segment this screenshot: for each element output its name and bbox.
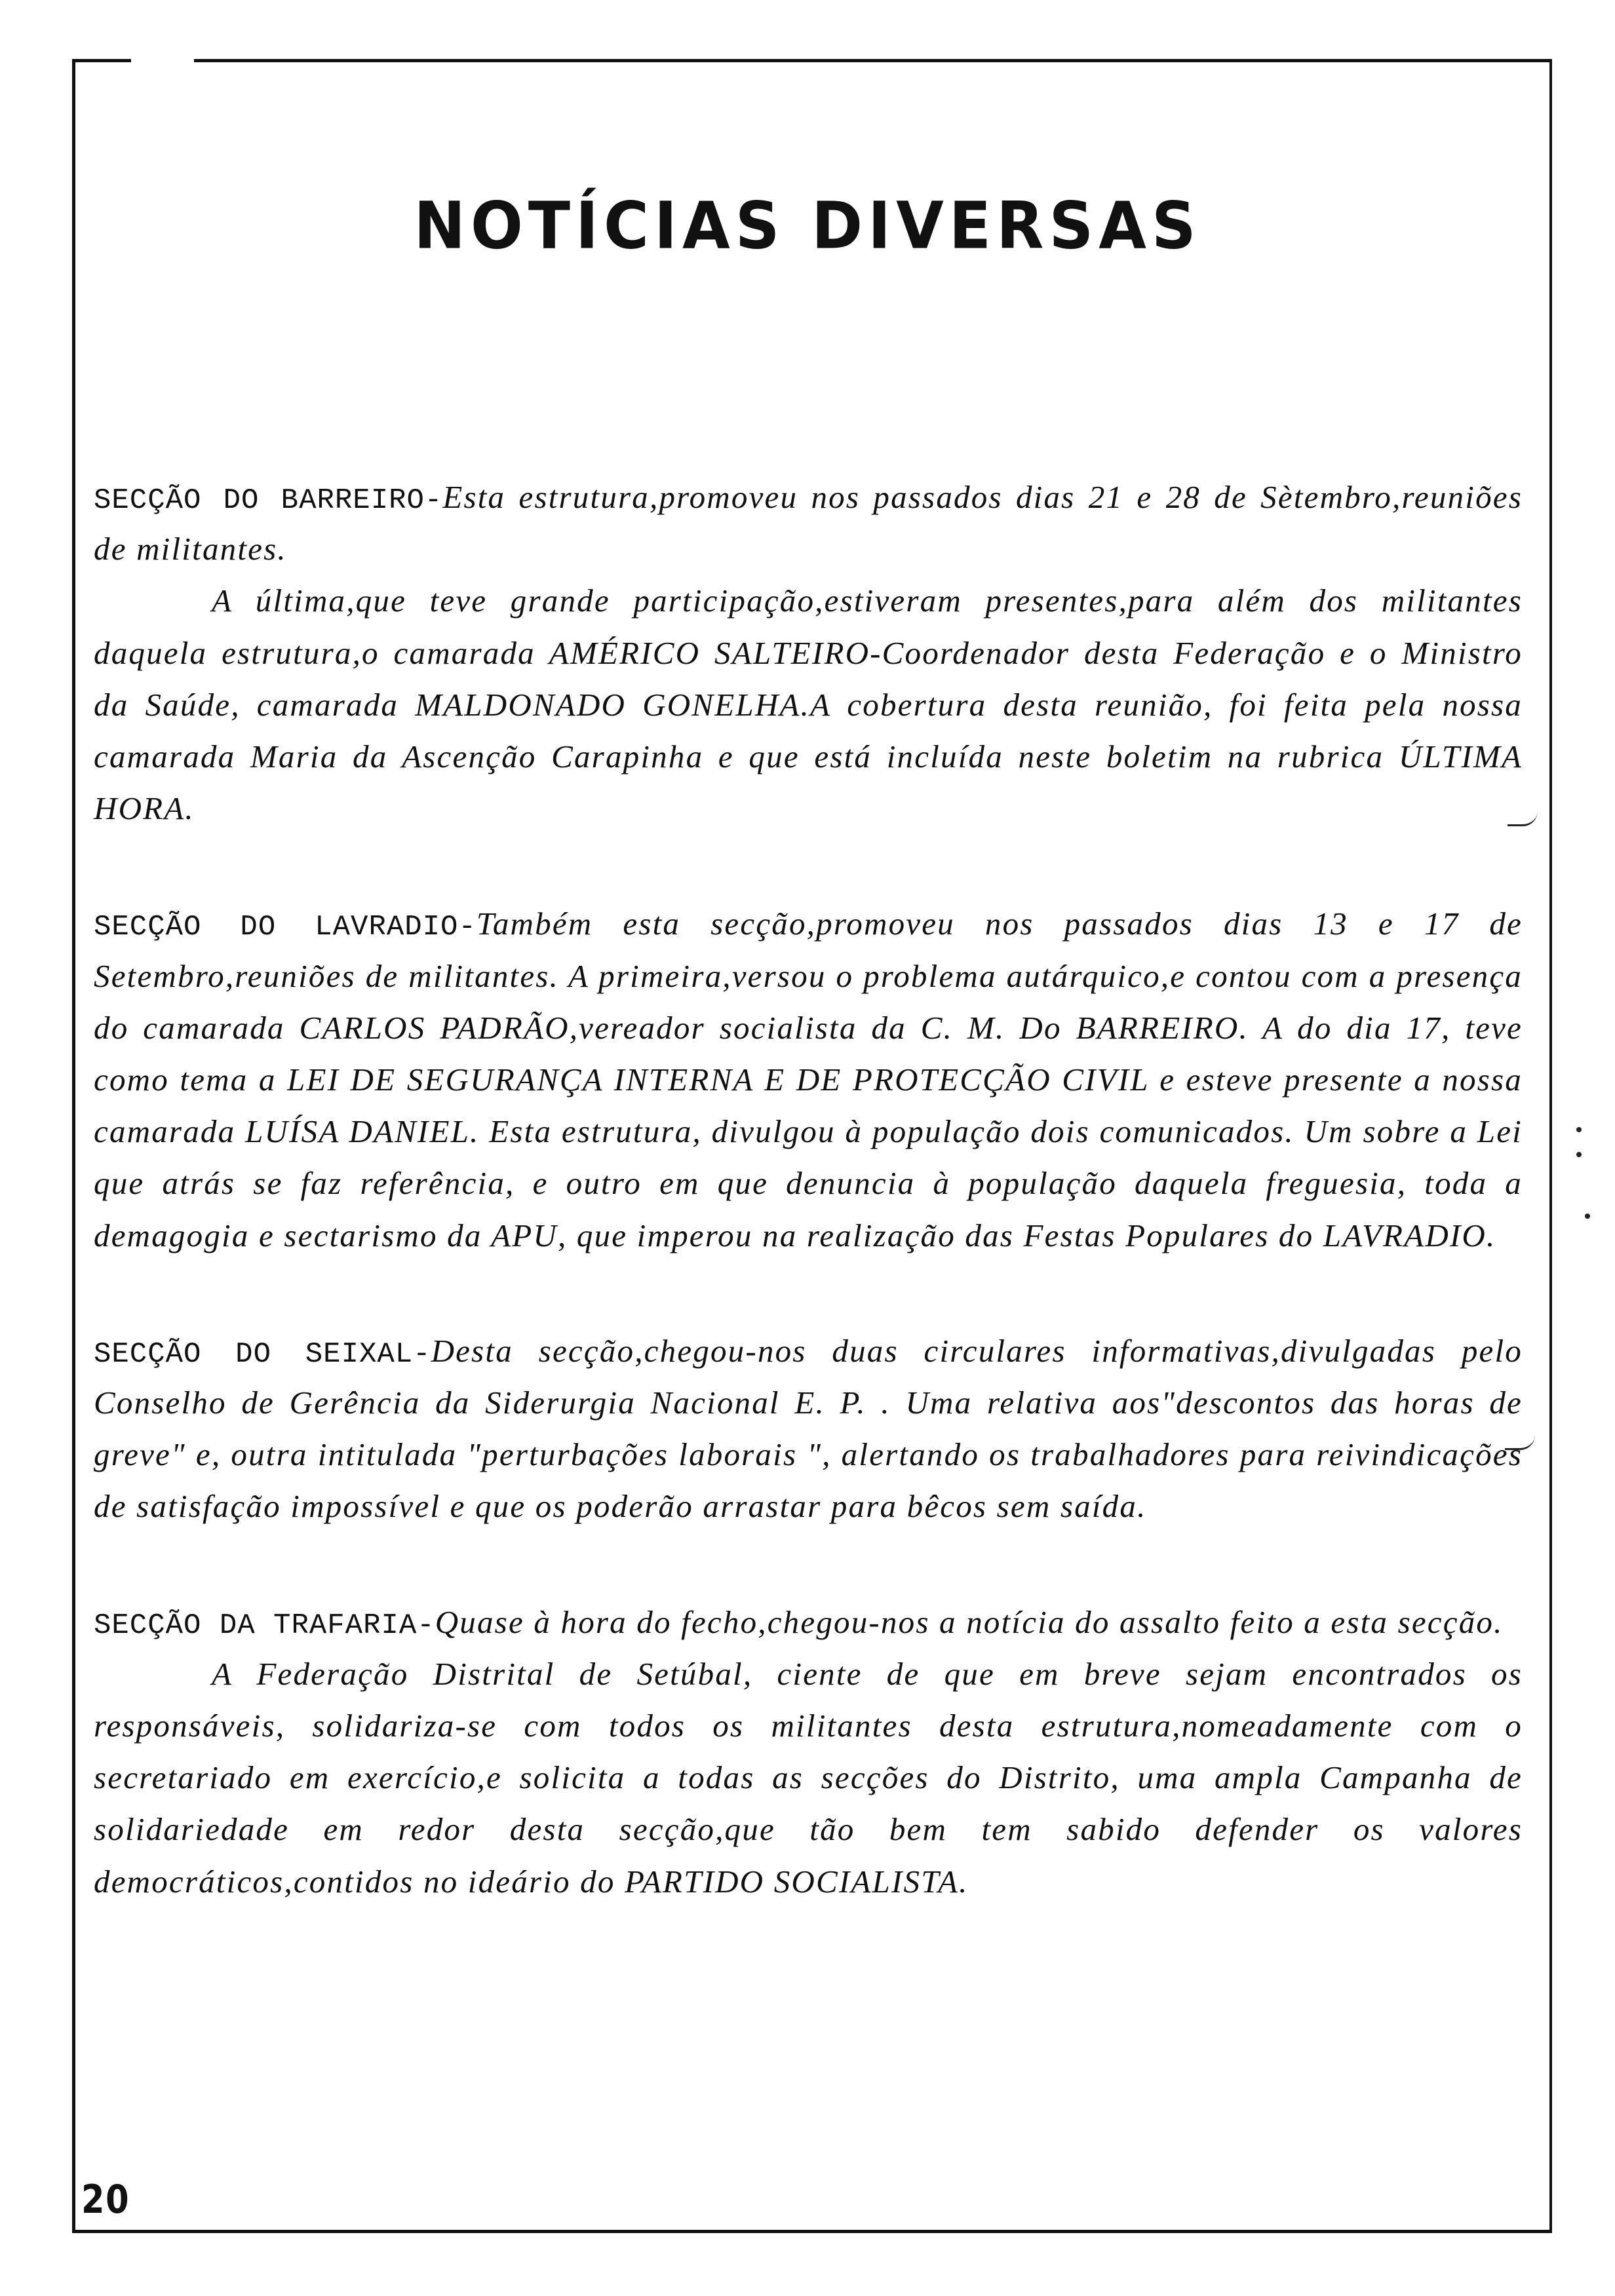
paragraph <box>94 1327 1523 1535</box>
margin-dot <box>1576 1127 1582 1132</box>
page-number: 20 <box>81 2177 130 2223</box>
paragraph-text: A última,que teve grande participação,estiveram presentes,para além dos militantes daquela estrutura,o camarada AMÉRICO SALTEIRO-Coordenador desta Federação e o Ministro da Saúde, camarada MALDONADO GONELHA.A cobertura desta reunião, foi feita pela nossa camarada Maria da Ascenção Carapinha e que está incluída neste boletim na rubrica ÚLTIMA HORA. <box>94 583 1523 827</box>
paragraph <box>94 900 1523 1263</box>
margin-dot <box>1576 1152 1582 1157</box>
paragraph <box>94 473 1523 577</box>
paragraph-text: A Federação Distrital de Setúbal, ciente de que em breve sejam encontrados os responsáveis, solidariza-se com todos os militantes desta estrutura,nomeadamente com o secretariado em exercício,e solicita a todas as secções do Distrito, uma ampla Campanha de solidariedade em redor desta secção,que tão bem tem sabido defender os valores democráticos,contidos no ideário do PARTIDO SOCIALISTA. <box>94 1655 1523 1900</box>
paragraph <box>94 1650 1523 1909</box>
paragraph-text: Quase à hora do fecho,chegou-nos a notícia do assalto feito a esta secção. <box>435 1603 1504 1640</box>
section-trafaria <box>94 1598 1523 1909</box>
paragraph <box>94 1598 1523 1650</box>
border-dash <box>194 59 220 62</box>
section-heading: SECÇÃO DO BARREIRO- <box>94 484 443 517</box>
section-heading: SECÇÃO DA TRAFARIA- <box>94 1609 435 1642</box>
section-barreiro <box>94 473 1523 836</box>
news-article <box>94 473 1523 1973</box>
margin-dot <box>1585 1214 1590 1219</box>
paragraph-text: Desta secção,chegou-nos duas circulares informativas,divulgadas pelo Conselho de Gerência da Siderurgia Nacional E. P. . Uma relativa aos"descontos das horas de greve" e, outra intitulada "perturbações laborais ", alertando os trabalhadores para reivindicações de satisfação impossível e que os poderão arrastar para bêcos sem saída. <box>94 1332 1523 1525</box>
section-lavradio <box>94 900 1523 1263</box>
page-title: NOTÍCIAS DIVERSAS <box>414 188 1201 264</box>
section-heading: SECÇÃO DO SEIXAL- <box>94 1337 431 1371</box>
border-gap <box>131 55 203 64</box>
section-seixal <box>94 1327 1523 1535</box>
paragraph <box>94 577 1523 836</box>
paragraph-text: Esta estrutura,promoveu nos passados dias 21 e 28 de Sètembro,reuniões de militantes. <box>94 479 1523 567</box>
paragraph-text: Também esta secção,promoveu nos passados dias 13 e 17 de Setembro,reuniões de militantes. A primeira,versou o problema autárquico,e contou com a presença do camarada CARLOS PADRÃO,vereador socialista da C. M. Do BARREIRO. A do dia 17, teve como tema a LEI DE SEGURANÇA INTERNA E DE PROTECÇÃO CIVIL e esteve presente a nossa camarada LUÍSA DANIEL. Esta estrutura, divulgou à população dois comunicados. Um sobre a Lei que atrás se faz referência, e outro em que denuncia à população daquela freguesia, toda a demagogia e sectarismo da APU, que imperou na realização das Festas Populares do LAVRADIO. <box>94 906 1523 1253</box>
section-heading: SECÇÃO DO LAVRADIO- <box>94 911 477 944</box>
